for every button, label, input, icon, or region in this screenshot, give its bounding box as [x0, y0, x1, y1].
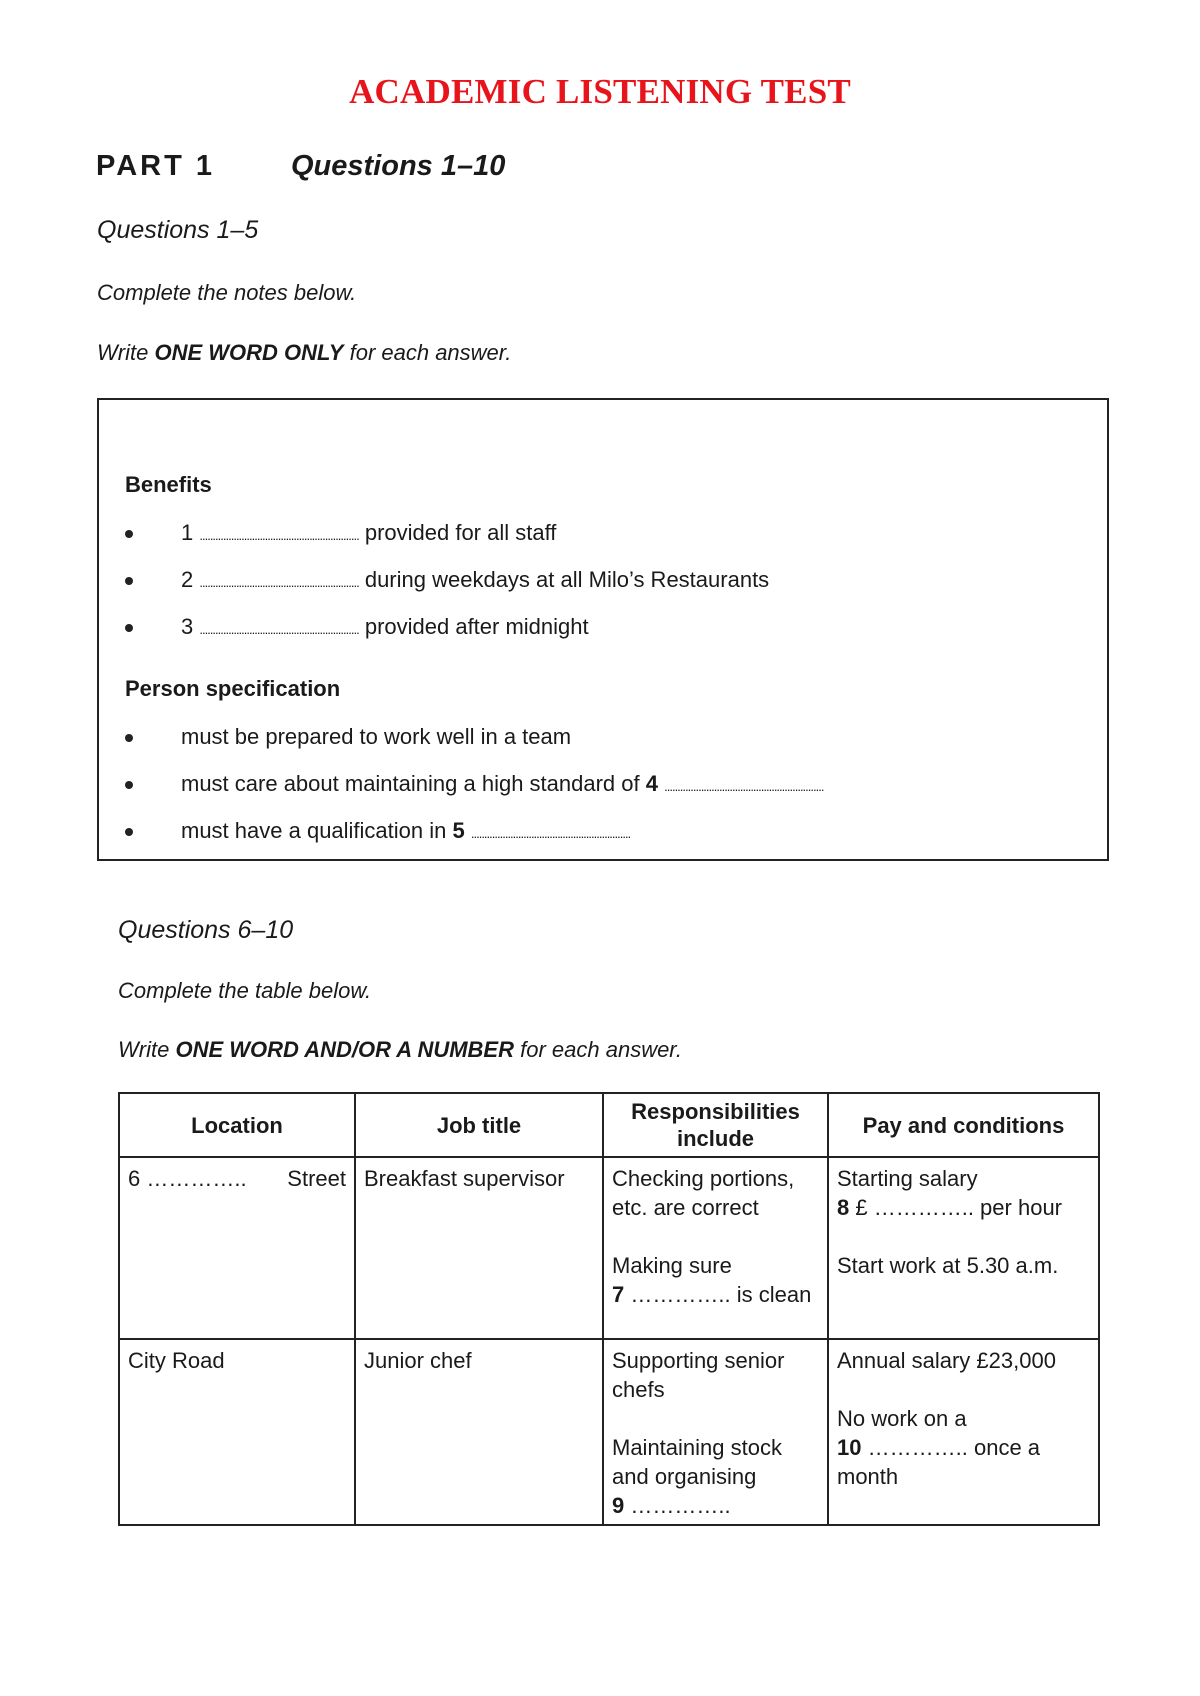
- bullet-icon: [125, 828, 133, 836]
- answer-blank[interactable]: .............................................................: [199, 575, 359, 590]
- person-spec-heading: Person specification: [125, 676, 341, 701]
- section2-instruction-2: Write ONE WORD AND/OR A NUMBER for each answer.: [118, 1037, 682, 1062]
- cell-pay-conditions: Starting salary 8 £ ………….. per hour Start work at 5.30 a.m.: [828, 1157, 1099, 1339]
- word-limit: ONE WORD AND/OR A NUMBER: [175, 1037, 514, 1062]
- answer-blank[interactable]: £ ………….. per hour: [855, 1195, 1063, 1220]
- notes-box: Benefits 1 ............................................................. provided for all staff 2 ............................................................. during weekdays at all Milo’s Restaurants 3 ............................................................. provided after midnight Person specification must be prepared to work well in a team must care about maintaining a high standard of 4 ............................................................. must have a qualification in 5 .............................................................: [97, 398, 1109, 861]
- answer-blank[interactable]: .............................................................: [664, 779, 824, 794]
- cell-location: 6 ………….. Street: [119, 1157, 355, 1339]
- page-title: ACADEMIC LISTENING TEST: [349, 72, 851, 111]
- cell-location: City Road: [119, 1339, 355, 1525]
- section1-instruction-2: Write ONE WORD ONLY for each answer.: [97, 340, 512, 365]
- cell-pay-conditions: Annual salary £23,000 No work on a 10 ………….. once a month: [828, 1339, 1099, 1525]
- section2-instruction-1: Complete the table below.: [118, 978, 372, 1003]
- header-pay-conditions: Pay and conditions: [828, 1093, 1099, 1157]
- answer-blank[interactable]: …………..: [630, 1282, 731, 1307]
- answer-blank[interactable]: …………..: [146, 1166, 247, 1191]
- answer-blank[interactable]: .............................................................: [199, 528, 359, 543]
- cell-responsibilities: Checking portions, etc. are correct Making sure 7 ………….. is clean: [603, 1157, 828, 1339]
- section2-label: Questions 6–10: [118, 916, 294, 944]
- bullet-icon: [125, 530, 133, 538]
- answer-blank[interactable]: .............................................................: [199, 622, 359, 637]
- cell-responsibilities: Supporting senior chefs Maintaining stock and organising 9 …………..: [603, 1339, 828, 1525]
- header-responsibilities: Responsibilities include: [603, 1093, 828, 1157]
- benefits-heading: Benefits: [125, 472, 212, 497]
- part-label: PART 1: [96, 150, 215, 182]
- bullet-icon: [125, 577, 133, 585]
- table-header-row: [119, 1093, 1099, 1157]
- table-row: [119, 1157, 1099, 1339]
- bullet-icon: [125, 624, 133, 632]
- word-limit: ONE WORD ONLY: [154, 340, 344, 365]
- header-job-title: Job title: [355, 1093, 603, 1157]
- cell-job-title: Junior chef: [355, 1339, 603, 1525]
- cell-job-title: Breakfast supervisor: [355, 1157, 603, 1339]
- part-question-range: Questions 1–10: [291, 150, 506, 182]
- answer-blank[interactable]: .............................................................: [470, 826, 631, 841]
- answer-blank[interactable]: …………..: [867, 1435, 968, 1460]
- section1-label: Questions 1–5: [97, 216, 259, 244]
- answer-blank[interactable]: …………..: [630, 1493, 731, 1518]
- table-row: [119, 1339, 1099, 1525]
- section1-instruction-1: Complete the notes below.: [97, 280, 357, 305]
- part-heading: [96, 150, 506, 183]
- bullet-icon: [125, 781, 133, 789]
- bullet-icon: [125, 734, 133, 742]
- jobs-table: [118, 1092, 1100, 1526]
- header-location: Location: [119, 1093, 355, 1157]
